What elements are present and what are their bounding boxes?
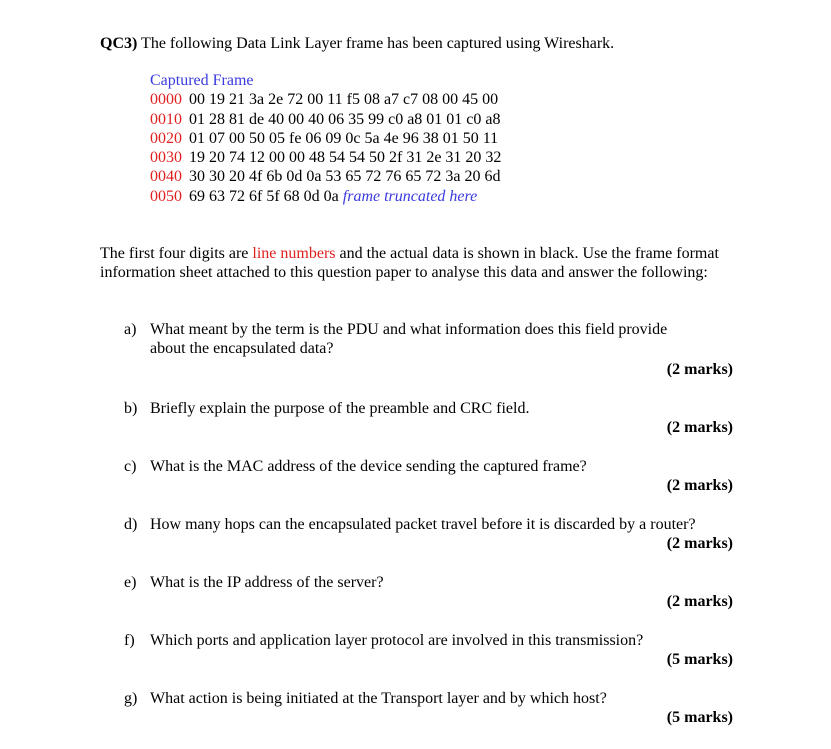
frame-caption: Captured Frame <box>150 72 254 89</box>
truncated-note: frame truncated here <box>342 187 478 205</box>
question-letter: g) <box>124 690 138 707</box>
question-letter: c) <box>124 458 137 475</box>
question-text: What action is being initiated at the Transport layer and by which host? <box>150 690 607 707</box>
question-letter: d) <box>124 516 138 533</box>
marks-label: (2 marks) <box>666 477 733 494</box>
line-numbers-highlight: line numbers <box>252 245 336 262</box>
question-label: QC3) <box>100 35 138 52</box>
question-letter: b) <box>124 400 138 417</box>
question-text: The following Data Link Layer frame has been captured using Wireshark. <box>141 35 615 52</box>
line-number: 0020 <box>150 129 182 147</box>
question-item <box>124 320 734 358</box>
marks-label: (2 marks) <box>666 593 733 610</box>
frame-row <box>150 129 501 148</box>
instructions-paragraph <box>100 244 740 282</box>
question-item <box>124 631 734 650</box>
question-item <box>124 457 734 476</box>
frame-row <box>150 90 501 109</box>
question-text: Briefly explain the purpose of the preamble and CRC field. <box>150 400 530 417</box>
question-text: about the encapsulated data? <box>150 340 334 357</box>
hex-data: 30 30 20 4f 6b 0d 0a 53 65 72 76 65 72 3a 20 6d <box>189 168 501 186</box>
hex-data: 01 28 81 de 40 00 40 06 35 99 c0 a8 01 01 c0 a8 <box>189 110 501 128</box>
question-letter: f) <box>124 632 135 649</box>
intro-text: The first four digits are <box>100 245 253 262</box>
frame-row <box>150 110 501 129</box>
marks-label: (5 marks) <box>666 651 733 668</box>
question-text: What is the MAC address of the device sending the captured frame? <box>150 458 587 475</box>
hex-data: 01 07 00 50 05 fe 06 09 0c 5a 4e 96 38 01 50 11 <box>189 129 499 147</box>
question-text: What meant by the term is the PDU and what information does this field provide <box>150 321 668 338</box>
question-item <box>124 515 734 534</box>
line-number: 0050 <box>150 187 182 205</box>
question-item <box>124 399 734 418</box>
hex-data: 19 20 74 12 00 00 48 54 54 50 2f 31 2e 31 20 32 <box>189 149 502 167</box>
hex-data: 00 19 21 3a 2e 72 00 11 f5 08 a7 c7 08 00 45 00 <box>189 91 499 109</box>
question-item <box>124 689 734 708</box>
marks-label: (2 marks) <box>666 535 733 552</box>
question-heading <box>100 34 614 53</box>
captured-frame <box>150 71 501 206</box>
marks-label: (5 marks) <box>666 709 733 726</box>
line-number: 0040 <box>150 168 182 186</box>
intro-text: and the actual data is shown in black. Use the frame format information sheet attached to this question paper to analyse this data and answer the following: <box>100 245 719 281</box>
question-item <box>124 573 734 592</box>
question-text: How many hops can the encapsulated packet travel before it is discarded by a router? <box>150 516 696 533</box>
line-number: 0030 <box>150 149 182 167</box>
line-number: 0000 <box>150 91 182 109</box>
marks-label: (2 marks) <box>666 419 733 436</box>
question-text: Which ports and application layer protocol are involved in this transmission? <box>150 632 644 649</box>
frame-row <box>150 167 501 186</box>
question-letter: a) <box>124 321 137 338</box>
question-letter: e) <box>124 574 137 591</box>
marks-label: (2 marks) <box>666 361 733 378</box>
hex-data: 69 63 72 6f 5f 68 0d 0a <box>189 187 339 205</box>
frame-row <box>150 148 501 167</box>
frame-row <box>150 187 501 206</box>
question-text: What is the IP address of the server? <box>150 574 384 591</box>
line-number: 0010 <box>150 110 182 128</box>
